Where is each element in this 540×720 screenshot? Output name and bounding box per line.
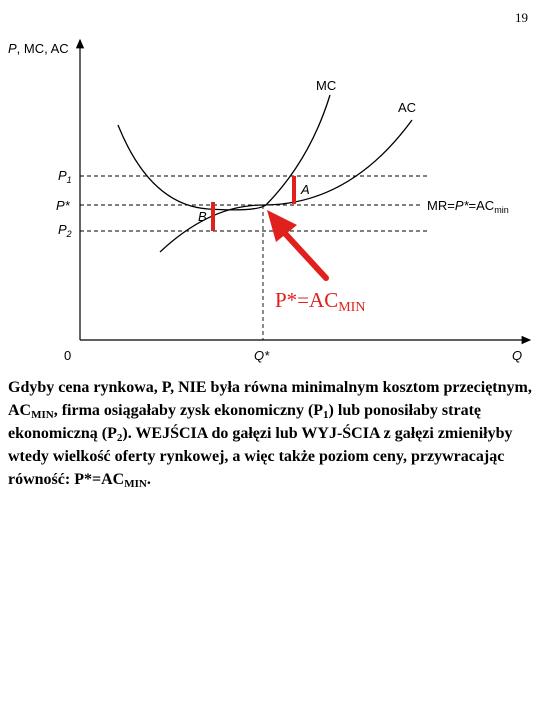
tick-label-p1: $P_1$ xyxy=(58,168,72,185)
region-label-a: A xyxy=(301,182,310,197)
callout-arrow-shaft xyxy=(280,228,326,278)
ac-curve-label: AC xyxy=(398,100,417,115)
tick-label-pstar: P* xyxy=(56,198,70,213)
mc-curve xyxy=(118,95,330,210)
mr-line-label: $MR=P*=AC_{min}$ xyxy=(427,198,509,215)
page-number: 19 xyxy=(515,10,528,25)
y-axis-label: P, MC, AC xyxy=(8,41,69,56)
tick-label-p2: $P_2$ xyxy=(58,222,72,239)
origin-label: 0 xyxy=(64,348,72,363)
caption-text: Gdyby cena rynkowa, P, NIE była równa minimalnym kosztom przeciętnym, $AC_{MIN}$, firma osiągałaby zysk ekonomiczny $(P_1)$ lub ponosiłaby stratę ekonomiczną $(P_2)$. WEJŚCIA do gałęzi lub WYJ-ŚCIA z gałęzi zmieniłyby wtedy wielkość oferty rynkowej, a więc także poziom ceny, przywracając równość: $P*=AC_{MIN}$. xyxy=(8,379,532,490)
mc-curve-label: MC xyxy=(316,78,337,93)
tick-label-qstar: Q* xyxy=(254,348,270,363)
x-axis-label: Q xyxy=(512,348,523,363)
region-label-b: B xyxy=(198,209,207,224)
callout-label: P*=ACMIN xyxy=(275,288,366,315)
